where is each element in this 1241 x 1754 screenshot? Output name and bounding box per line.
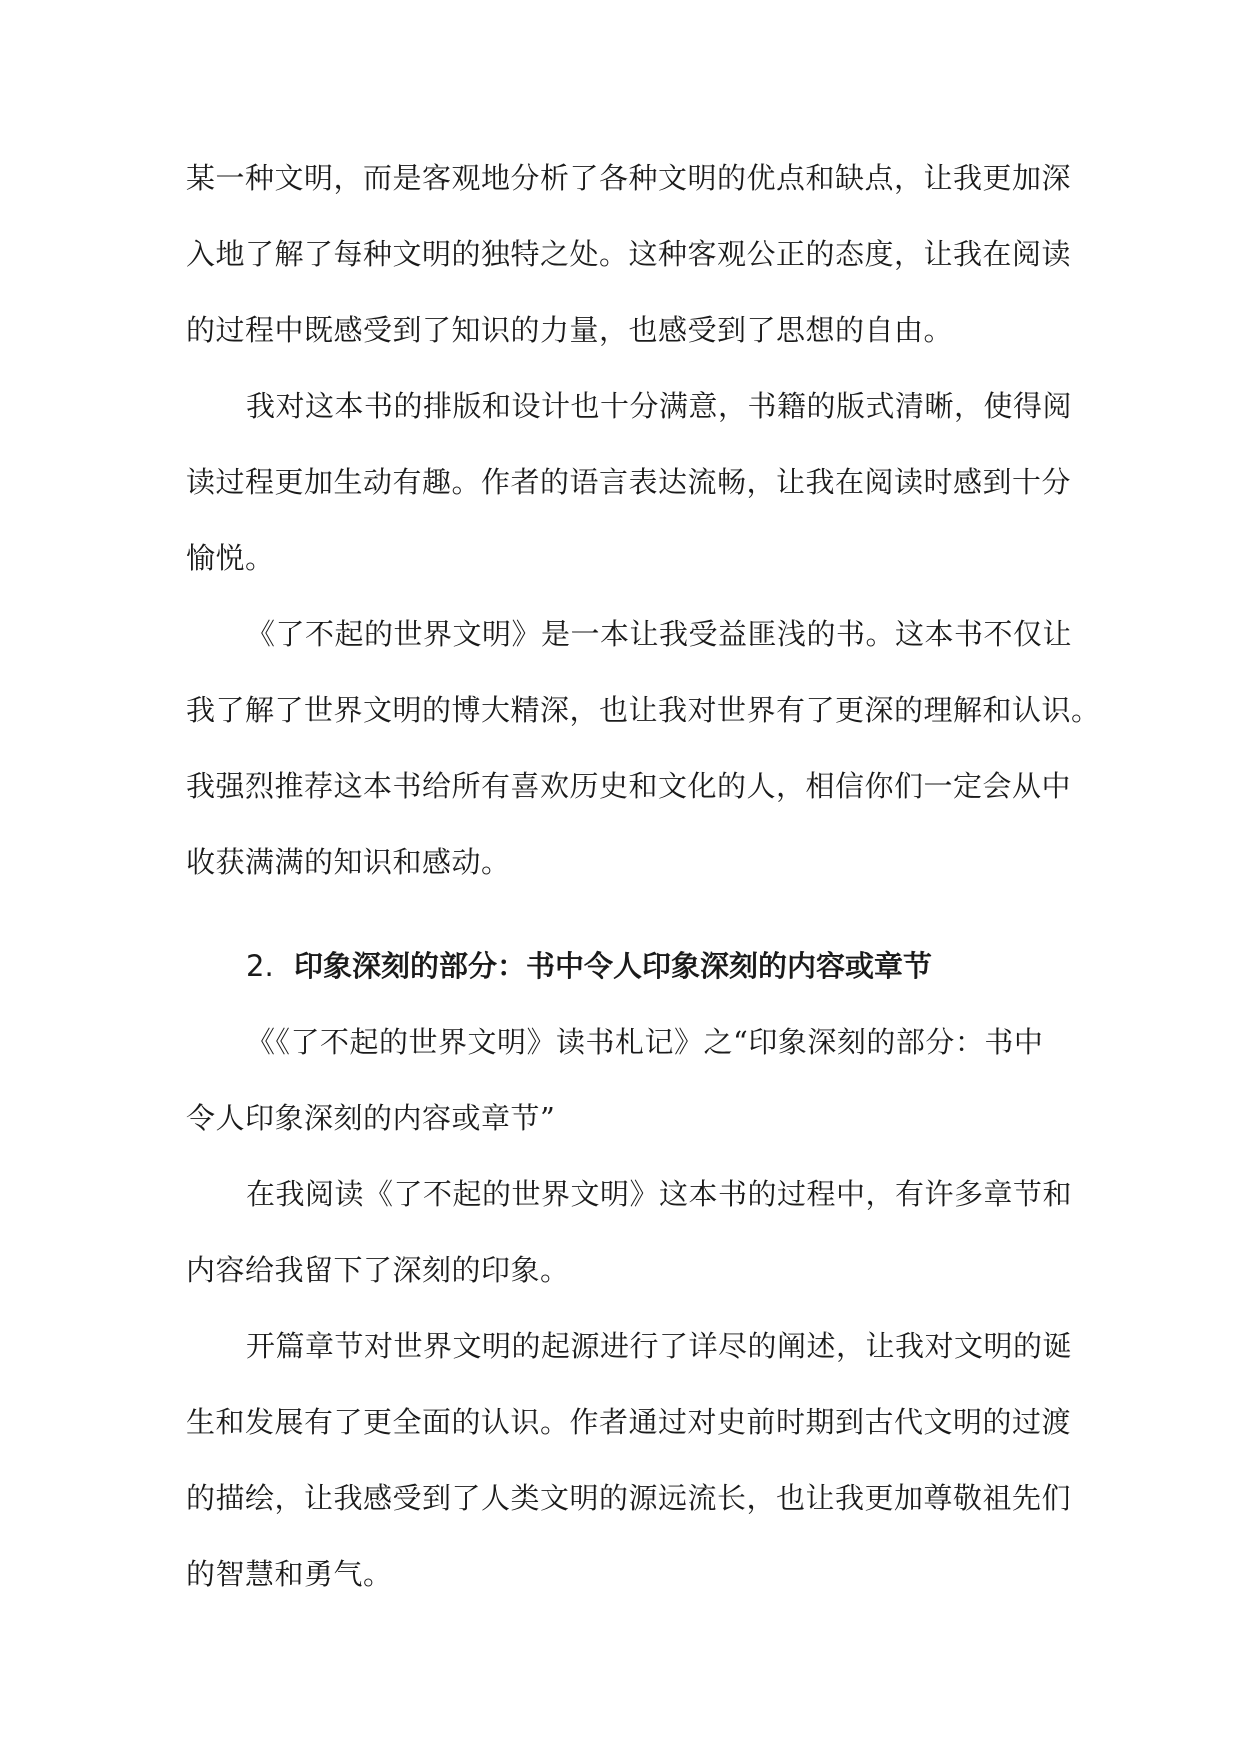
text-line: 入地了解了每种文明的独特之处。这种客观公正的态度，让我在阅读	[186, 237, 1072, 271]
text-line: 在我阅读《了不起的世界文明》这本书的过程中，有许多章节和	[246, 1177, 1073, 1211]
text-line: 开篇章节对世界文明的起源进行了详尽的阐述，让我对文明的诞	[246, 1329, 1073, 1363]
text-line: 我强烈推荐这本书给所有喜欢历史和文化的人，相信你们一定会从中	[186, 769, 1072, 803]
text-line: 某一种文明，而是客观地分析了各种文明的优点和缺点，让我更加深	[186, 161, 1072, 195]
paragraph	[186, 1308, 1073, 1612]
text-line: 的过程中既感受到了知识的力量，也感受到了思想的自由。	[186, 313, 954, 347]
text-line: 读过程更加生动有趣。作者的语言表达流畅，让我在阅读时感到十分	[186, 465, 1072, 499]
paragraph	[186, 1004, 1056, 1156]
text-line: 内容给我留下了深刻的印象。	[186, 1253, 570, 1287]
text-line: 《《了不起的世界文明》读书札记》之“印象深刻的部分：书中	[246, 1025, 1044, 1059]
text-line: 令人印象深刻的内容或章节”	[186, 1101, 556, 1135]
document-body	[186, 140, 1101, 1612]
section-title: 印象深刻的部分：书中令人印象深刻的内容或章节	[294, 949, 933, 983]
text-line: 《了不起的世界文明》是一本让我受益匪浅的书。这本书不仅让	[246, 617, 1073, 651]
text-line: 我对这本书的排版和设计也十分满意，书籍的版式清晰，使得阅	[246, 389, 1073, 423]
text-line: 收获满满的知识和感动。	[186, 845, 511, 879]
paragraph	[186, 1156, 1073, 1308]
text-line: 的智慧和勇气。	[186, 1557, 393, 1591]
text-line: 生和发展有了更全面的认识。作者通过对史前时期到古代文明的过渡	[186, 1405, 1072, 1439]
text-line: 的描绘，让我感受到了人类文明的源远流长，也让我更加尊敬祖先们	[186, 1481, 1072, 1515]
section-heading	[186, 928, 1056, 1004]
text-line: 我了解了世界文明的博大精深，也让我对世界有了更深的理解和认识。	[186, 693, 1101, 727]
paragraph	[186, 368, 1073, 596]
section-number: 2.	[246, 949, 274, 983]
paragraph	[186, 140, 1072, 368]
section-spacer	[186, 900, 1056, 928]
paragraph	[186, 596, 1101, 900]
text-line: 愉悦。	[186, 541, 275, 575]
